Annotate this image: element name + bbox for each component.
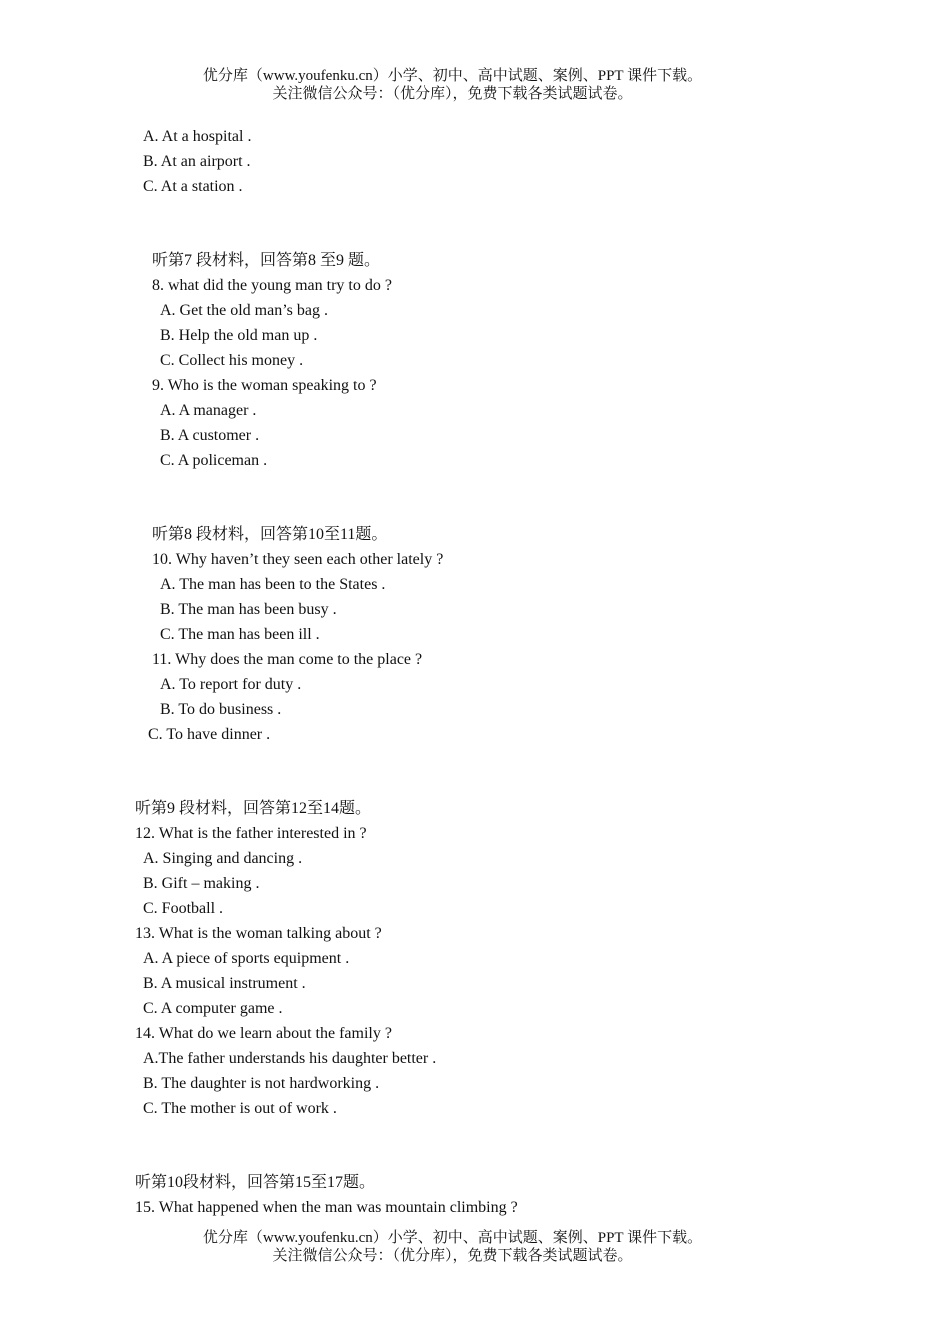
q10-option-c: C. The man has been ill . [160,626,320,643]
page-header-line2: 关注微信公众号：（优分库），免费下载各类试题试卷。 [272,86,633,102]
q12-option-b: B. Gift – making . [143,875,260,892]
q11-option-b: B. To do business . [160,701,282,718]
option-prev-c: C. At a station . [143,178,243,195]
q8-option-a: A. Get the old man’s bag . [160,302,328,319]
q9-option-b: B. A customer . [160,427,260,444]
section7-heading: 听第7 段材料，回答第8 至9 题。 [152,252,381,269]
question-9: 9. Who is the woman speaking to ? [152,377,377,394]
q11-option-a: A. To report for duty . [160,676,302,693]
question-13: 13. What is the woman talking about ? [135,925,382,942]
question-8: 8. what did the young man try to do ? [152,277,392,294]
section8-heading: 听第8 段材料，回答第10至11题。 [152,526,388,543]
q14-option-b: B. The daughter is not hardworking . [143,1075,380,1092]
q10-option-a: A. The man has been to the States . [160,576,386,593]
section10-heading: 听第10段材料，回答第15至17题。 [135,1174,376,1191]
page-footer-line1: 优分库（www.youfenku.cn）小学、初中、高中试题、案例、PPT 课件下载。 [202,1230,703,1246]
q10-option-b: B. The man has been busy . [160,601,337,618]
question-14: 14. What do we learn about the family ? [135,1025,392,1042]
q8-option-b: B. Help the old man up . [160,327,318,344]
question-11: 11. Why does the man come to the place ? [152,651,423,668]
q12-option-a: A. Singing and dancing . [143,850,303,867]
q9-option-a: A. A manager . [160,402,257,419]
q14-option-c: C. The mother is out of work . [143,1100,337,1117]
question-12: 12. What is the father interested in ? [135,825,367,842]
q13-option-b: B. A musical instrument . [143,975,306,992]
q8-option-c: C. Collect his money . [160,352,304,369]
q13-option-c: C. A computer game . [143,1000,283,1017]
question-10: 10. Why haven’t they seen each other lately ? [152,551,444,568]
option-prev-a: A. At a hospital . [143,128,252,145]
page-footer-line2: 关注微信公众号：（优分库），免费下载各类试题试卷。 [272,1248,633,1264]
q9-option-c: C. A policeman . [160,452,268,469]
question-15: 15. What happened when the man was mountain climbing ? [135,1199,518,1216]
option-prev-b: B. At an airport . [143,153,251,170]
q11-option-c: C. To have dinner . [148,726,271,743]
q12-option-c: C. Football . [143,900,224,917]
page-header-line1: 优分库（www.youfenku.cn）小学、初中、高中试题、案例、PPT 课件下载。 [202,68,703,84]
section9-heading: 听第9 段材料，回答第12至14题。 [135,800,372,817]
q14-option-a: A.The father understands his daughter better . [143,1050,437,1067]
q13-option-a: A. A piece of sports equipment . [143,950,350,967]
